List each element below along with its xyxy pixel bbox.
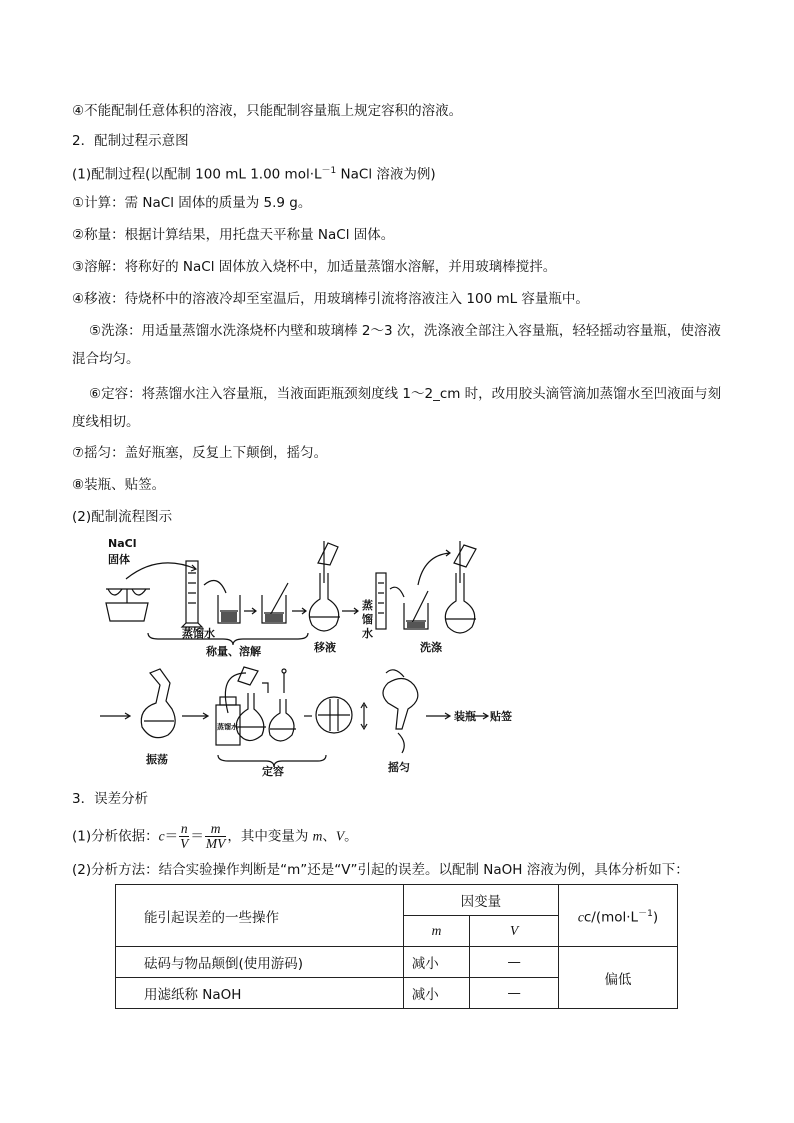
basis-end: 。 <box>344 828 358 845</box>
section-heading-2: 2．配制过程示意图 <box>72 133 189 149</box>
header-m-text: m <box>431 923 442 938</box>
table-header-row <box>116 885 678 916</box>
preparation-flow-diagram <box>98 533 512 778</box>
label-water2-1: 蒸 <box>362 599 373 612</box>
error-analysis-table <box>115 884 678 1009</box>
subheading-process-a: (1)配制过程(以配制 100 mL 1.00 mol·L <box>72 166 322 183</box>
table-row <box>116 947 678 978</box>
label-bottling: 装瓶 <box>454 710 476 723</box>
row2-V: — <box>470 978 559 1009</box>
subheading-flow: (2)配制流程图示 <box>72 509 173 525</box>
row2-operation: 用滤纸称 NaOH <box>116 978 404 1009</box>
row1-V: — <box>470 947 559 978</box>
label-labeling: 贴签 <box>490 710 512 723</box>
header-m <box>403 916 469 947</box>
fraction-V: V <box>180 836 189 851</box>
basis-var-m: m <box>312 828 323 844</box>
row1-m: 减小 <box>403 947 469 978</box>
fraction-MV: MV <box>205 836 226 851</box>
header-V-text: V <box>509 923 519 938</box>
basis-eq1: ＝ <box>164 828 179 845</box>
fraction-n-over-V <box>179 822 189 851</box>
step-3: ③溶解：将称好的 NaCl 固体放入烧杯中，加适量蒸馏水溶解，并用玻璃棒搅拌。 <box>72 259 557 275</box>
label-water1: 蒸馏水 <box>182 627 215 640</box>
subheading-process <box>72 161 436 185</box>
step-2: ②称量：根据计算结果，用托盘天平称量 NaCl 固体。 <box>72 227 395 243</box>
paragraph-point-4: ④不能配制任意体积的溶液，只能配制容量瓶上规定容积的溶液。 <box>72 103 463 119</box>
header-c-unit: c/(mol·L <box>583 909 639 926</box>
step-6: ⑥定容：将蒸馏水注入容量瓶，当液面距瓶颈刻度线 1～2_cm 时，改用胶头滴管滴加蒸馏水至凹液面与刻度线相切。 <box>72 386 722 430</box>
label-bottle: 蒸馏水 <box>217 723 238 731</box>
header-V <box>470 916 559 947</box>
header-variable: 因变量 <box>403 885 558 916</box>
basis-c: c <box>158 828 165 844</box>
basis-mid: ，其中变量为 <box>227 828 313 845</box>
label-water2-3: 水 <box>362 627 373 640</box>
step-1: ①计算：需 NaCl 固体的质量为 5.9 g。 <box>72 195 312 211</box>
fraction-m: m <box>205 822 227 837</box>
balance-base <box>106 603 148 621</box>
basis-prefix: (1)分析依据： <box>72 828 159 845</box>
header-operations: 能引起误差的一些操作 <box>116 885 404 947</box>
beaker1-liquid <box>221 612 237 622</box>
label-nacl: NaCl <box>108 537 137 550</box>
section-heading-3: 3．误差分析 <box>72 791 149 807</box>
basis-sep: 、 <box>322 828 336 845</box>
label-wash: 洗涤 <box>420 641 442 654</box>
step-4: ④移液：待烧杯中的溶液冷却至室温后，用玻璃棒引流将溶液注入 100 mL 容量瓶中。 <box>72 291 589 307</box>
analysis-basis <box>72 822 358 851</box>
step-5: ⑤洗涤：用适量蒸馏水洗涤烧杯内壁和玻璃棒 2～3 次，洗涤液全部注入容量瓶，轻轻摇动容量瓶，使溶液混合均匀。 <box>72 323 721 367</box>
label-mix: 摇匀 <box>388 761 410 774</box>
fraction-m-over-MV <box>205 822 227 851</box>
row2-m: 减小 <box>403 978 469 1009</box>
row1-operation: 砝码与物品颠倒(使用游码) <box>116 947 404 978</box>
label-water2-2: 馏 <box>362 613 373 626</box>
result-cell: 偏低 <box>558 947 677 1009</box>
step-8: ⑧装瓶、贴签。 <box>72 477 166 493</box>
label-solid: 固体 <box>108 553 130 566</box>
step-7: ⑦摇匀：盖好瓶塞，反复上下颠倒，摇匀。 <box>72 445 328 461</box>
basis-eq2: ＝ <box>190 828 204 845</box>
label-make-volume: 定容 <box>262 765 284 778</box>
label-transfer: 移液 <box>314 641 336 654</box>
subheading-process-b: NaCl 溶液为例) <box>336 166 436 183</box>
header-c-var: c <box>577 909 584 925</box>
label-shake: 振荡 <box>146 753 168 766</box>
fraction-n: n <box>180 821 188 836</box>
analysis-method: (2)分析方法：结合实验操作判断是“m”还是“V”引起的误差。以配制 NaOH 溶液为例，具体分析如下： <box>72 862 689 878</box>
header-c-sup: －1 <box>638 908 653 919</box>
label-weigh-dissolve: 称量、溶解 <box>206 645 261 658</box>
header-concentration <box>558 885 677 947</box>
beaker2-liquid <box>265 614 283 622</box>
unit-superscript: －1 <box>321 166 337 176</box>
header-c-end: ) <box>652 909 659 926</box>
basis-var-V: V <box>335 828 345 844</box>
beaker3-liquid <box>407 622 425 628</box>
